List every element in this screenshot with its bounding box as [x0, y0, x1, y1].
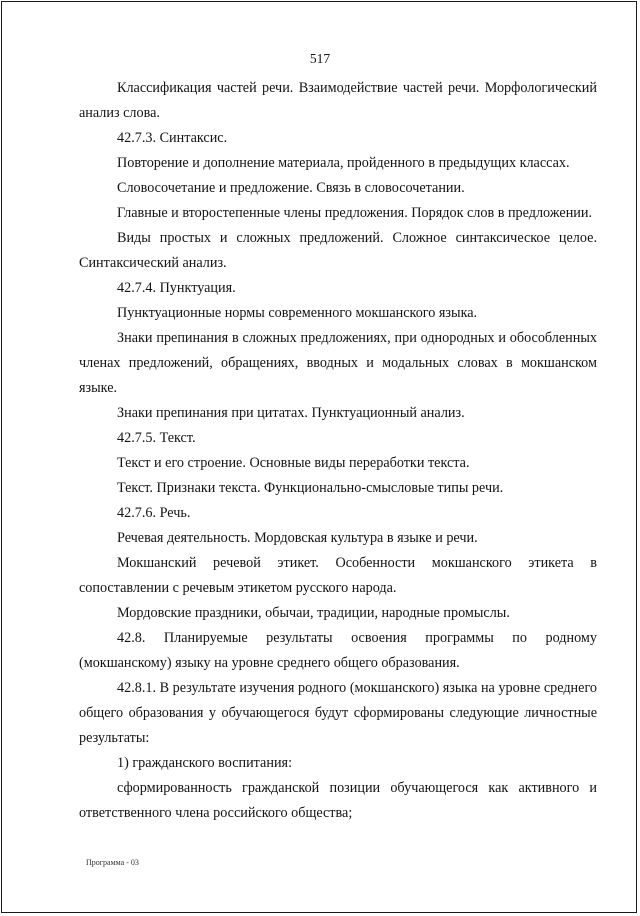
paragraph-speech-etiquette: Мокшанский речевой этикет. Особенности мокшанского этикета в сопоставлении с речевым этикетом русского народа. — [79, 555, 597, 596]
document-body — [79, 76, 597, 826]
paragraph-holidays: Мордовские праздники, обычаи, традиции, народные промыслы. — [117, 605, 510, 621]
paragraph-text-features: Текст. Признаки текста. Функционально-смысловые типы речи. — [117, 480, 504, 496]
paragraph-punctuation-norms: Пунктуационные нормы современного мокшанского языка. — [117, 305, 478, 321]
paragraph-speech-activity: Речевая деятельность. Мордовская культура в языке и речи. — [117, 530, 478, 546]
heading-syntax: 42.7.3. Синтаксис. — [117, 130, 228, 146]
heading-planned-results: 42.8. Планируемые результаты освоения программы по родному (мокшанскому) языку на уровне среднего общего образования. — [79, 630, 597, 671]
paragraph-quotes: Знаки препинания при цитатах. Пунктуационный анализ. — [117, 405, 465, 421]
footer-label: Программа - 03 — [86, 858, 139, 867]
page-number: 517 — [309, 51, 331, 66]
paragraph-text-structure: Текст и его строение. Основные виды переработки текста. — [117, 455, 470, 471]
paragraph-morphology: Классификация частей речи. Взаимодействие частей речи. Морфологический анализ слова. — [79, 80, 597, 121]
paragraph-personal-results: 42.8.1. В результате изучения родного (мокшанского) языка на уровне среднего общего образования у обучающегося будут сформированы следующие личностные результаты: — [79, 680, 597, 746]
paragraph-phrase: Словосочетание и предложение. Связь в словосочетании. — [117, 180, 465, 196]
paragraph-civic-position: сформированность гражданской позиции обучающегося как активного и ответственного члена российского общества; — [79, 780, 597, 821]
paragraph-punctuation-marks: Знаки препинания в сложных предложениях, при однородных и обособленных членах предложений, обращениях, вводных и модальных словах в мокшанском языке. — [79, 330, 597, 396]
paragraph-repetition: Повторение и дополнение материала, пройденного в предыдущих классах. — [117, 155, 570, 171]
list-item-civic: 1) гражданского воспитания: — [117, 755, 293, 771]
heading-punctuation: 42.7.4. Пунктуация. — [117, 280, 236, 296]
paragraph-sentence-members: Главные и второстепенные члены предложения. Порядок слов в предложении. — [117, 205, 593, 221]
heading-speech: 42.7.6. Речь. — [117, 505, 191, 521]
heading-text: 42.7.5. Текст. — [117, 430, 196, 446]
paragraph-sentence-types: Виды простых и сложных предложений. Сложное синтаксическое целое. Синтаксический анализ. — [79, 230, 597, 271]
